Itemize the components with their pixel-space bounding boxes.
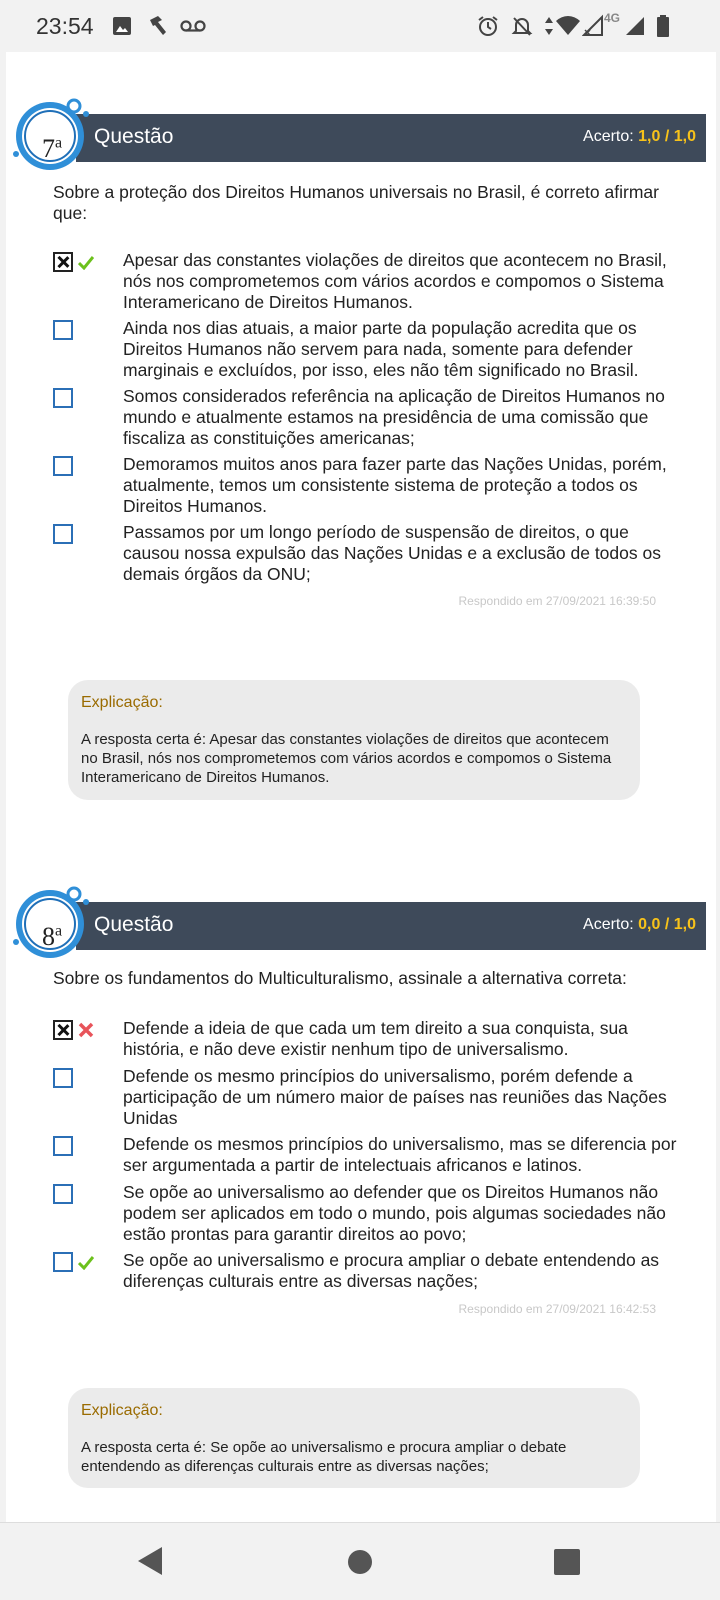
question-block-7 bbox=[6, 114, 716, 814]
data-arrows-icon bbox=[543, 14, 555, 38]
answer-option-text: Apesar das constantes violações de direitos que acontecem no Brasil, nós nos comprometemos com vários acordos e compomos o Sistema Interamericano de Direitos Humanos. bbox=[123, 250, 667, 312]
signal-icon-2 bbox=[624, 14, 646, 38]
wrong-x-icon bbox=[78, 1022, 94, 1038]
answer-checkbox[interactable] bbox=[53, 1068, 73, 1088]
question-title: Questão bbox=[94, 125, 174, 148]
explanation-text: A resposta certa é: Apesar das constantes violações de direitos que acontecem no Brasil, nós nos comprometemos com vários acordos e compomos o Sistema Interamericano de Direitos Humanos. bbox=[81, 731, 612, 786]
status-bar bbox=[0, 0, 720, 52]
alarm-icon bbox=[476, 14, 500, 38]
wifi-icon bbox=[555, 14, 581, 38]
answer-option-text: Defende a ideia de que cada um tem direito a sua conquista, sua história, e não deve existir nenhum tipo de universalismo. bbox=[123, 1018, 628, 1059]
answer-option-text: Demoramos muitos anos para fazer parte das Nações Unidas, porém, atualmente, temos um consistente sistema de proteção a todos os Direitos Humanos. bbox=[123, 454, 667, 516]
answer-checkbox[interactable] bbox=[53, 1136, 73, 1156]
notifications-off-icon bbox=[510, 14, 534, 38]
answered-timestamp: Respondido em 27/09/2021 16:39:50 bbox=[458, 594, 656, 608]
question-block-8 bbox=[6, 902, 716, 1522]
home-icon[interactable] bbox=[347, 1549, 373, 1575]
question-header bbox=[76, 902, 706, 950]
network-type: 4G bbox=[604, 11, 621, 25]
question-title: Questão bbox=[94, 913, 174, 936]
question-score: Acerto: 0,0 / 1,0 bbox=[583, 916, 696, 933]
quiz-page bbox=[6, 52, 716, 1522]
voicemail-icon bbox=[180, 14, 206, 38]
answer-option-text: Defende os mesmo princípios do universalismo, porém defende a participação de um número maior de países nas reuniões das Nações Unidas bbox=[123, 1066, 667, 1128]
answer-checkbox[interactable] bbox=[53, 388, 73, 408]
question-text: Sobre a proteção dos Direitos Humanos universais no Brasil, é correto afirmar que: bbox=[53, 182, 659, 223]
question-number: 7$^a$ bbox=[41, 134, 63, 163]
question-text: Sobre os fundamentos do Multiculturalismo, assinale a alternativa correta: bbox=[53, 968, 627, 988]
answer-option-text: Se opõe ao universalismo ao defender que os Direitos Humanos não podem ser aplicados em todo o mundo, pois algumas sociedades não estão prontas para garantir direitos ao povo; bbox=[123, 1182, 666, 1244]
battery-icon bbox=[656, 14, 670, 38]
recents-icon[interactable] bbox=[553, 1548, 581, 1576]
question-number: 8$^a$ bbox=[41, 922, 63, 951]
explanation-box bbox=[68, 1388, 640, 1488]
answered-timestamp: Respondido em 27/09/2021 16:42:53 bbox=[458, 1302, 656, 1316]
answer-checkbox[interactable] bbox=[53, 1252, 73, 1272]
answer-checkbox[interactable] bbox=[53, 524, 73, 544]
explanation-box bbox=[68, 680, 640, 800]
answer-checkbox[interactable] bbox=[53, 456, 73, 476]
explanation-title: Explicação: bbox=[81, 694, 163, 711]
answer-option-text: Se opõe ao universalismo e procura ampliar o debate entendendo as diferenças culturais entre as diversas nações; bbox=[123, 1250, 660, 1291]
answer-option-text: Ainda nos dias atuais, a maior parte da população acredita que os Direitos Humanos não servem para nada, somente para defender marginais e excluídos, por isso, eles não têm significado no Brasil. bbox=[123, 318, 639, 380]
answer-option-text: Passamos por um longo período de suspensão de direitos, o que causou nossa expulsão das Nações Unidas e a exclusão de todos os demais órgãos da ONU; bbox=[123, 522, 661, 584]
correct-check-icon bbox=[78, 254, 94, 270]
answer-checkbox[interactable] bbox=[53, 1184, 73, 1204]
answer-checkbox[interactable] bbox=[53, 252, 73, 272]
question-header bbox=[76, 114, 706, 162]
question-score: Acerto: 1,0 / 1,0 bbox=[583, 128, 696, 145]
answer-option-text: Somos considerados referência na aplicação de Direitos Humanos no mundo e atualmente estamos na presidência de uma comissão que fiscaliza as constituições americanas; bbox=[123, 386, 665, 448]
explanation-title: Explicação: bbox=[81, 1402, 163, 1419]
hammer-icon bbox=[146, 14, 168, 38]
signal-icon-1 bbox=[582, 14, 604, 38]
image-icon bbox=[112, 14, 132, 38]
navigation-bar bbox=[0, 1522, 720, 1600]
answer-checkbox[interactable] bbox=[53, 320, 73, 340]
explanation-text: A resposta certa é: Se opõe ao universalismo e procura ampliar o debate entendendo as diferenças culturais entre as diversas nações; bbox=[81, 1439, 567, 1475]
correct-check-icon bbox=[78, 1254, 94, 1270]
status-time: 23:54 bbox=[36, 13, 94, 39]
back-icon[interactable] bbox=[136, 1545, 164, 1577]
answer-option-text: Defende os mesmos princípios do universalismo, mas se diferencia por ser argumentada a partir de intelectuais africanos e latinos. bbox=[123, 1134, 677, 1175]
answer-checkbox[interactable] bbox=[53, 1020, 73, 1040]
